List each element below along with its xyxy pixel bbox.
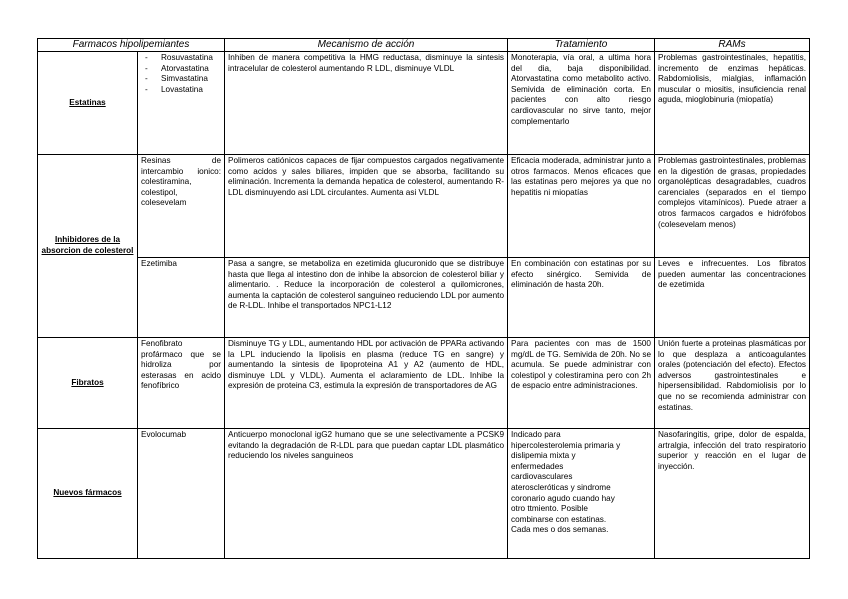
- hipolipemiantes-table: [37, 38, 810, 559]
- drug-nuevos: Evolocumab: [138, 429, 225, 559]
- header-farmacos: Farmacos hipolipemiantes: [38, 39, 225, 52]
- rams-resinas: Problemas gastrointestinales, problemas en la digestión de grasas, propiedades organolépticas desagradables, cuadros carenciales (separados en el tiempo complejos vitamínicos). Puede atraer a otros farmacos cargados e hidrófobos (colesevelam menos): [655, 155, 810, 258]
- drug-item: - Simvastatina: [145, 74, 221, 85]
- group-nuevos: Nuevos fármacos: [38, 429, 138, 559]
- drug-ezetimiba: Ezetimiba: [138, 258, 225, 338]
- tratamiento-line: enfermedades: [511, 461, 564, 471]
- tratamiento-nuevos: [508, 429, 655, 559]
- tratamiento-line: Cada mes o dos semanas.: [511, 525, 609, 535]
- group-estatinas: Estatinas: [38, 52, 138, 155]
- drug-item: - Atorvastatina: [145, 64, 221, 75]
- row-ezetimiba: [38, 258, 810, 338]
- tratamiento-line: ateroscleróticas y sindrome: [511, 482, 611, 492]
- group-inhibidores: Inhibidores de la absorcion de colesterol: [38, 155, 138, 338]
- drugs-estatinas: [138, 52, 225, 155]
- tratamiento-line: Indicado para: [511, 430, 561, 439]
- row-fibratos: [38, 338, 810, 429]
- tratamiento-line: hipercolesterolemia primaria y: [511, 440, 621, 450]
- tratamiento-estatinas: Monoterapia, vía oral, a ultima hora del dia, baja disponibilidad. Atorvastatina como metabolito activo. Semivida de eliminación corta. En pacientes con alto riesgo cardiovascular no sirve tanto, mejor complementarlo: [508, 52, 655, 155]
- tratamiento-resinas: Eficacia moderada, administrar junto a otros farmacos. Menos eficaces que las estatinas pero mejores ya que no hepatitis ni miopatías: [508, 155, 655, 258]
- rams-ezetimiba: Leves e infrecuentes. Los fibratos pueden aumentar las concentraciones de ezetimida: [655, 258, 810, 338]
- tratamiento-line: cardiovasculares: [511, 472, 573, 482]
- rams-fibratos: Unión fuerte a proteinas plasmáticas por lo que desplaza a anticoagulantes orales (potenciación del efecto). Efectos adversos gastrointestinales e hipersensibilidad. Rabdomiolisis por lo que no se recomienda administrar con estatinas.: [655, 338, 810, 429]
- drug-item: - Rosuvastatina: [145, 53, 221, 64]
- tratamiento-line: otro ttmiento. Posible: [511, 504, 588, 514]
- tratamiento-ezetimiba: En combinación con estatinas por su efecto sinérgico. Semivida de eliminación de hasta 20h.: [508, 258, 655, 338]
- row-nuevos: [38, 429, 810, 559]
- rams-nuevos: Nasofaringitis, gripe, dolor de espalda, artralgia, infección del trato respiratorio superior y reacción en el lugar de inyección.: [655, 429, 810, 559]
- group-fibratos: Fibratos: [38, 338, 138, 429]
- row-estatinas: [38, 52, 810, 155]
- tratamiento-fibratos: Para pacientes con mas de 1500 mg/dL de TG. Semivida de 20h. No se acumula. Se puede administrar con colestipol y colestiramina pero con 2h de espacio entre administraciones.: [508, 338, 655, 429]
- tratamiento-line: combinarse con estatinas.: [511, 514, 607, 524]
- drug-resinas: Resinas de intercambio ionico: colestiramina, colestipol, colesevelam: [138, 155, 225, 258]
- header-row: [38, 39, 810, 52]
- mecanismo-fibratos: Disminuye TG y LDL, aumentando HDL por activación de PPARa activando la LPL induciendo la lipolisis en plasma (reduce TG en sangre) y aumentando la sintesis de lipoproteina A1 y A2 (aumento de HDL, disminuye LDL y VLDL). Aumenta el aclaramiento de LDL. Inhibe la expresión de proteina C3, estimula la expresión de transportadores de AG: [225, 338, 508, 429]
- tratamiento-line: dislipemia mixta y: [511, 451, 576, 461]
- mecanismo-resinas: Polimeros catiónicos capaces de fijar compuestos cargados negativamente como acidos y sales biliares, impiden que se absorba, facilitando su eliminación. Incrementa la demanda hepatica de colesterol, aumentando R-LDL disminuyendo asi LDL circulantes. Aumenta asi VLDL: [225, 155, 508, 258]
- rams-estatinas: Problemas gastrointestinales, hepatitis, incremento de enzimas hepáticas. Rabdomiolisis, mialgias, inflamación muscular o miositis, insuficiencia renal aguda, mioglobinuria (miopatía): [655, 52, 810, 155]
- drug-item: - Lovastatina: [145, 85, 221, 96]
- mecanismo-ezetimiba: Pasa a sangre, se metaboliza en ezetimida glucuronido que se distribuye hasta que llega al intestino don de inhibe la absorcion de colesterol biliar y alimentario. . Reduce la incorporación de colesterol a quilomicrones, aumenta la captación de colesterol sanguineo reduciendo LDL por aumento de R-LDL. Inhibe el transportados NPC1-L12: [225, 258, 508, 338]
- mecanismo-nuevos: Anticuerpo monoclonal igG2 humano que se une selectivamente a PCSK9 evitando la degradación de R-LDL para que puedan captar LDL plasmático reduciendo los niveles sanguineos: [225, 429, 508, 559]
- header-mecanismo: Mecanismo de acción: [225, 39, 508, 52]
- tratamiento-line: coronario agudo cuando hay: [511, 493, 615, 503]
- row-resinas: [38, 155, 810, 258]
- header-rams: RAMs: [655, 39, 810, 52]
- header-tratamiento: Tratamiento: [508, 39, 655, 52]
- mecanismo-estatinas: Inhiben de manera competitiva la HMG reductasa, disminuye la sintesis intracelular de colesterol aumentando R LDL, disminuye VLDL: [225, 52, 508, 155]
- drug-fibratos: Fenofibrato profármaco que se hidroliza por esterasas en acido fenofíbrico: [138, 338, 225, 429]
